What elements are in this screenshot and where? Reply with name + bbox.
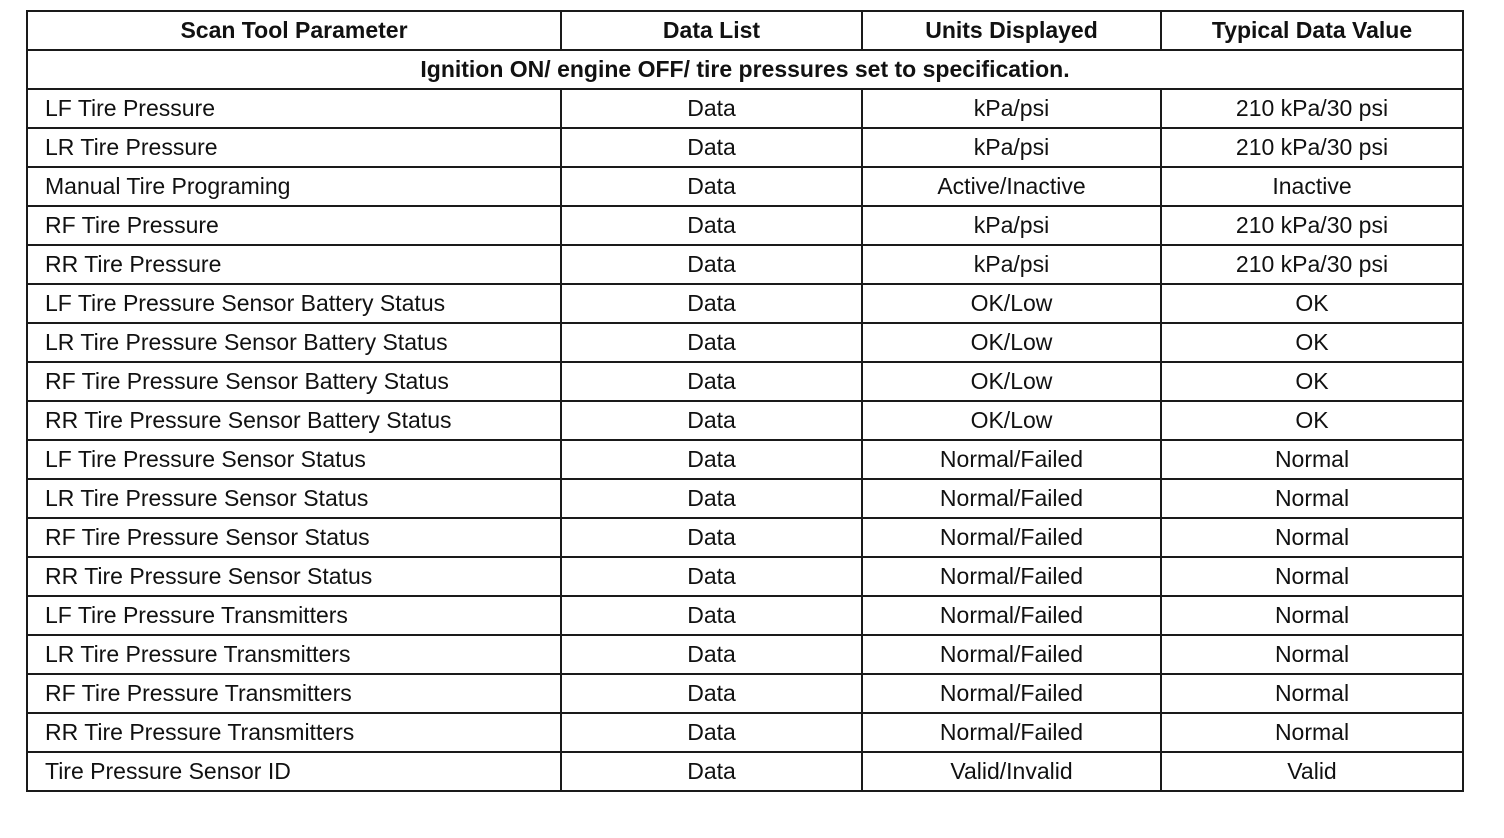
cell-data-list: Data bbox=[561, 557, 862, 596]
cell-typical-value: Normal bbox=[1161, 518, 1463, 557]
table-row bbox=[27, 128, 1463, 167]
cell-parameter: RF Tire Pressure Sensor Battery Status bbox=[27, 362, 561, 401]
cell-typical-value: Inactive bbox=[1161, 167, 1463, 206]
cell-typical-value: OK bbox=[1161, 362, 1463, 401]
cell-typical-value: 210 kPa/30 psi bbox=[1161, 89, 1463, 128]
cell-units: OK/Low bbox=[862, 284, 1161, 323]
cell-typical-value: Normal bbox=[1161, 635, 1463, 674]
cell-typical-value: OK bbox=[1161, 284, 1463, 323]
cell-parameter: LF Tire Pressure Sensor Battery Status bbox=[27, 284, 561, 323]
table-row bbox=[27, 635, 1463, 674]
cell-data-list: Data bbox=[561, 245, 862, 284]
cell-parameter: RR Tire Pressure Transmitters bbox=[27, 713, 561, 752]
table-row bbox=[27, 206, 1463, 245]
cell-typical-value: Normal bbox=[1161, 479, 1463, 518]
header-typical-data-value: Typical Data Value bbox=[1161, 11, 1463, 50]
cell-units: kPa/psi bbox=[862, 89, 1161, 128]
cell-units: kPa/psi bbox=[862, 128, 1161, 167]
cell-data-list: Data bbox=[561, 89, 862, 128]
cell-parameter: LF Tire Pressure Sensor Status bbox=[27, 440, 561, 479]
cell-typical-value: Normal bbox=[1161, 713, 1463, 752]
table-row bbox=[27, 440, 1463, 479]
cell-parameter: RF Tire Pressure Transmitters bbox=[27, 674, 561, 713]
table-row bbox=[27, 284, 1463, 323]
cell-units: Active/Inactive bbox=[862, 167, 1161, 206]
cell-parameter: RR Tire Pressure bbox=[27, 245, 561, 284]
cell-parameter: LR Tire Pressure Sensor Status bbox=[27, 479, 561, 518]
cell-typical-value: 210 kPa/30 psi bbox=[1161, 245, 1463, 284]
cell-parameter: Tire Pressure Sensor ID bbox=[27, 752, 561, 791]
cell-parameter: LR Tire Pressure Transmitters bbox=[27, 635, 561, 674]
cell-typical-value: 210 kPa/30 psi bbox=[1161, 206, 1463, 245]
table-row bbox=[27, 401, 1463, 440]
cell-units: OK/Low bbox=[862, 401, 1161, 440]
scan-tool-data-table-container bbox=[26, 10, 1462, 792]
cell-data-list: Data bbox=[561, 752, 862, 791]
table-row bbox=[27, 518, 1463, 557]
cell-typical-value: Normal bbox=[1161, 596, 1463, 635]
cell-typical-value: 210 kPa/30 psi bbox=[1161, 128, 1463, 167]
cell-data-list: Data bbox=[561, 440, 862, 479]
header-units-displayed: Units Displayed bbox=[862, 11, 1161, 50]
cell-parameter: LR Tire Pressure Sensor Battery Status bbox=[27, 323, 561, 362]
cell-data-list: Data bbox=[561, 479, 862, 518]
cell-data-list: Data bbox=[561, 167, 862, 206]
cell-units: OK/Low bbox=[862, 362, 1161, 401]
table-row bbox=[27, 362, 1463, 401]
cell-units: kPa/psi bbox=[862, 206, 1161, 245]
table-row bbox=[27, 713, 1463, 752]
cell-units: Valid/Invalid bbox=[862, 752, 1161, 791]
table-row bbox=[27, 167, 1463, 206]
cell-units: kPa/psi bbox=[862, 245, 1161, 284]
cell-units: Normal/Failed bbox=[862, 674, 1161, 713]
header-row bbox=[27, 11, 1463, 50]
cell-typical-value: Valid bbox=[1161, 752, 1463, 791]
cell-data-list: Data bbox=[561, 401, 862, 440]
header-scan-tool-parameter: Scan Tool Parameter bbox=[27, 11, 561, 50]
cell-parameter: LF Tire Pressure Transmitters bbox=[27, 596, 561, 635]
cell-typical-value: Normal bbox=[1161, 440, 1463, 479]
cell-data-list: Data bbox=[561, 596, 862, 635]
table-row bbox=[27, 323, 1463, 362]
cell-data-list: Data bbox=[561, 518, 862, 557]
table-row bbox=[27, 674, 1463, 713]
table-row bbox=[27, 245, 1463, 284]
table-row bbox=[27, 89, 1463, 128]
cell-data-list: Data bbox=[561, 635, 862, 674]
cell-data-list: Data bbox=[561, 674, 862, 713]
cell-parameter: RF Tire Pressure bbox=[27, 206, 561, 245]
cell-parameter: LR Tire Pressure bbox=[27, 128, 561, 167]
cell-parameter: LF Tire Pressure bbox=[27, 89, 561, 128]
cell-data-list: Data bbox=[561, 362, 862, 401]
cell-data-list: Data bbox=[561, 323, 862, 362]
cell-units: Normal/Failed bbox=[862, 440, 1161, 479]
scan-tool-data-table bbox=[26, 10, 1464, 792]
table-row bbox=[27, 479, 1463, 518]
table-body bbox=[27, 50, 1463, 791]
cell-units: Normal/Failed bbox=[862, 713, 1161, 752]
cell-units: OK/Low bbox=[862, 323, 1161, 362]
cell-data-list: Data bbox=[561, 284, 862, 323]
cell-typical-value: Normal bbox=[1161, 557, 1463, 596]
cell-units: Normal/Failed bbox=[862, 479, 1161, 518]
cell-data-list: Data bbox=[561, 713, 862, 752]
condition-row bbox=[27, 50, 1463, 89]
table-row bbox=[27, 557, 1463, 596]
cell-typical-value: OK bbox=[1161, 401, 1463, 440]
cell-typical-value: Normal bbox=[1161, 674, 1463, 713]
table-row bbox=[27, 596, 1463, 635]
cell-data-list: Data bbox=[561, 206, 862, 245]
cell-data-list: Data bbox=[561, 128, 862, 167]
cell-typical-value: OK bbox=[1161, 323, 1463, 362]
condition-text: Ignition ON/ engine OFF/ tire pressures set to specification. bbox=[27, 50, 1463, 89]
cell-parameter: RF Tire Pressure Sensor Status bbox=[27, 518, 561, 557]
cell-units: Normal/Failed bbox=[862, 557, 1161, 596]
cell-units: Normal/Failed bbox=[862, 596, 1161, 635]
cell-parameter: RR Tire Pressure Sensor Status bbox=[27, 557, 561, 596]
cell-parameter: Manual Tire Programing bbox=[27, 167, 561, 206]
table-row bbox=[27, 752, 1463, 791]
cell-units: Normal/Failed bbox=[862, 518, 1161, 557]
cell-units: Normal/Failed bbox=[862, 635, 1161, 674]
cell-parameter: RR Tire Pressure Sensor Battery Status bbox=[27, 401, 561, 440]
header-data-list: Data List bbox=[561, 11, 862, 50]
